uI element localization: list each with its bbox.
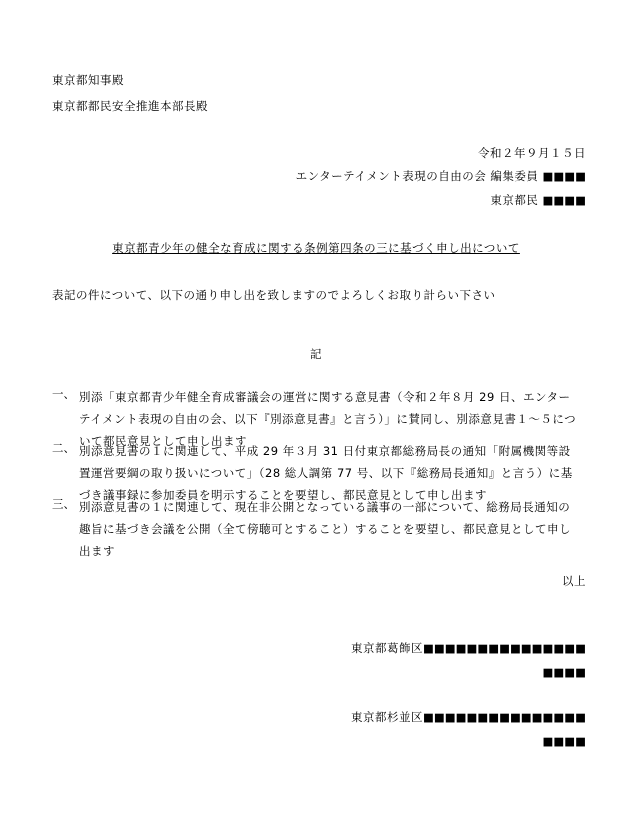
item-number: 三、 bbox=[52, 497, 75, 511]
item-number: 二、 bbox=[52, 441, 75, 455]
item-text: 別添「東京都青少年健全育成審議会の運営に関する意見書（令和２年８月 29 日、エンターテイメント表現の自由の会、以下『別添意見書』と言う）」に賛同し、別添意見書１〜５について都民意見として申し出ます bbox=[79, 390, 577, 448]
sender-organization-label: エンターテイメント表現の自由の会 編集委員 bbox=[295, 169, 539, 183]
addressee-governor: 東京都知事殿 bbox=[52, 73, 124, 87]
document-date: 令和２年９月１５日 bbox=[478, 146, 586, 160]
signature-redaction: ■■■■■■■■■■■■■■■ bbox=[423, 710, 586, 724]
sender-citizen bbox=[490, 192, 586, 208]
item-number: 一、 bbox=[52, 387, 75, 401]
signature-redaction-line2: ■■■■ bbox=[542, 734, 586, 748]
sender-citizen-label: 東京都民 bbox=[490, 193, 539, 207]
item-text: 別添意見書の１に関連して、現在非公開となっている議事の一部について、総務局長通知の趣旨に基づき会議を公開（全て傍聴可とすること）することを要望し、都民意見として申し出ます bbox=[79, 500, 571, 558]
signature-redaction: ■■■■■■■■■■■■■■■ bbox=[423, 641, 586, 655]
sender-organization bbox=[296, 168, 586, 184]
signature-katsushika bbox=[351, 640, 586, 656]
sender-citizen-redaction: ■■■■ bbox=[542, 193, 586, 207]
signature-ward: 東京都杉並区 bbox=[351, 710, 424, 724]
sender-organization-redaction: ■■■■ bbox=[542, 169, 586, 183]
closing-ijou: 以上 bbox=[562, 574, 586, 588]
item-text: 別添意見書の１に関連して、平成 29 年３月 31 日付東京都総務局長の通知「附属機関等設置運営要綱の取り扱いについて」（28 総人調第 77 号、以下『総務局長通知』と言う）に基づき議事録に参加委員を明示することを要望し、都民意見として申し出ます bbox=[79, 444, 573, 502]
signature-ward: 東京都葛飾区 bbox=[351, 641, 424, 655]
ki-heading: 記 bbox=[310, 347, 322, 361]
intro-paragraph: 表記の件について、以下の通り申し出を致しますのでよろしくお取り計らい下さい bbox=[52, 288, 496, 302]
document-title: 東京都青少年の健全な育成に関する条例第四条の三に基づく申し出について bbox=[112, 241, 520, 255]
addressee-safety-director: 東京都都民安全推進本部長殿 bbox=[52, 99, 208, 113]
signature-suginami bbox=[351, 709, 586, 725]
signature-redaction-line2: ■■■■ bbox=[542, 665, 586, 679]
